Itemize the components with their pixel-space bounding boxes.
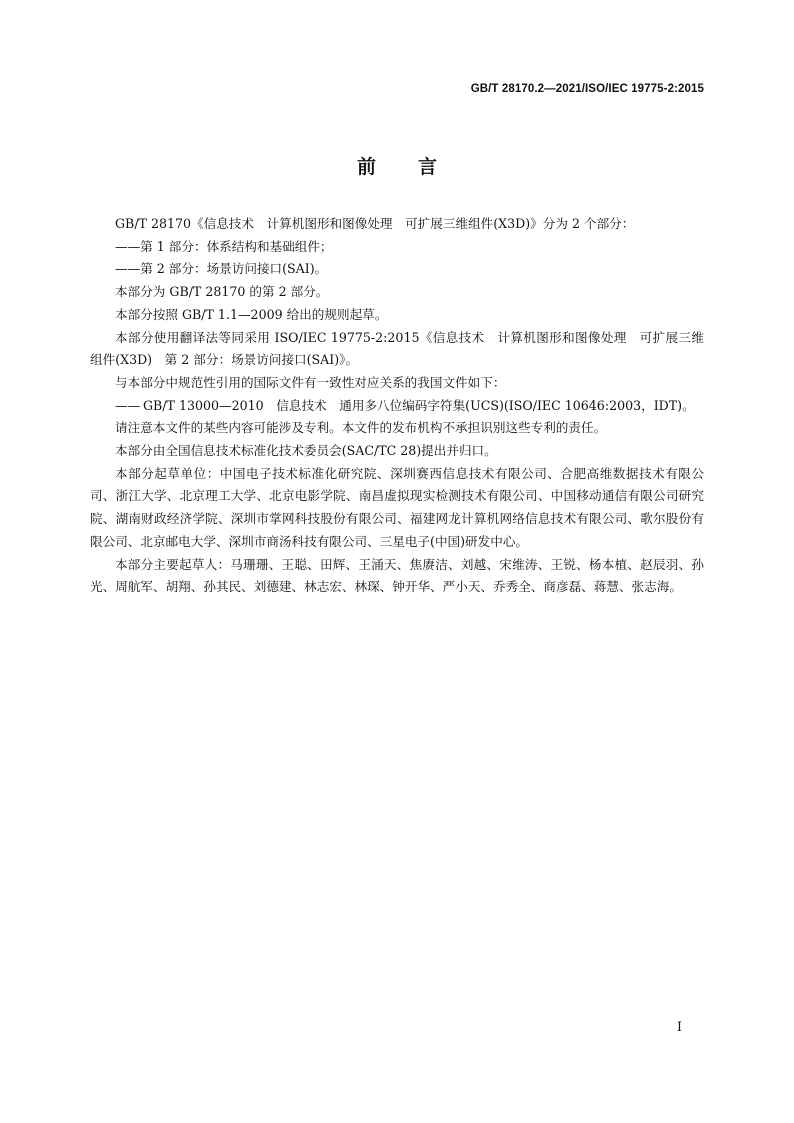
list-item-part-2: [90, 258, 704, 281]
standard-code: GB/T 28170.2—2021/ISO/IEC 19775-2:2015: [470, 83, 704, 95]
paragraph-this-part: 本部分为 GB/T 28170 的第 2 部分。: [115, 284, 329, 300]
paragraph-adoption: 本部分使用翻译法等同采用 ISO/IEC 19775-2:2015《信息技术 计算机图形和图像处理 可扩展三维组件(X3D) 第 2 部分：场景访问接口(SAI)》。: [90, 329, 704, 368]
dash-mark: ——: [115, 238, 141, 254]
list-item-reference: [90, 395, 704, 418]
list-item-text: 第 1 部分：体系结构和基础组件；: [140, 238, 333, 254]
page-title: 前言: [356, 156, 479, 178]
list-item-text: GB/T 13000—2010 信息技术 通用多八位编码字符集(UCS)(ISO/IEC 10646:2003，IDT)。: [143, 397, 695, 413]
paragraph-drafting-units: 本部分起草单位：中国电子技术标准化研究院、深圳赛西信息技术有限公司、合肥高维数据技术有限公司、浙江大学、北京理工大学、北京电影学院、南昌虚拟现实检测技术有限公司、中国移动通信有限公司研究院、湖南财政经济学院、深圳市掌网科技股份有限公司、福建网龙计算机网络信息技术有限公司、歌尔股份有限公司、北京邮电大学、深圳市商汤科技有限公司、三星电子(中国)研发中心。: [90, 465, 704, 549]
paragraph-normative-references: 与本部分中规范性引用的国际文件有一致性对应关系的我国文件如下：: [115, 374, 506, 390]
paragraph-parts-intro: GB/T 28170《信息技术 计算机图形和图像处理 可扩展三维组件(X3D)》分为 2 个部分：: [115, 216, 635, 231]
dash-mark: ——: [115, 397, 141, 413]
page-number: I: [677, 1019, 682, 1034]
paragraph-proposer: 本部分由全国信息技术标准化技术委员会(SAC/TC 28)提出并归口。: [115, 443, 497, 459]
paragraph-drafters: 本部分主要起草人：马珊珊、王聪、田辉、王涌天、焦赓洁、刘越、宋维涛、王锐、杨本植、赵辰羽、孙光、周航军、胡翔、孙其民、刘德建、林志宏、林琛、钟开华、严小天、乔秀全、商彦磊、蒋慧、张志海。: [90, 556, 704, 595]
paragraph-drafting-rules: 本部分按照 GB/T 1.1—2009 给出的规则起草。: [115, 306, 388, 322]
list-item-part-1: [90, 236, 704, 259]
foreword-body: [90, 213, 704, 599]
paragraph-patent-notice: 请注意本文件的某些内容可能涉及专利。本文件的发布机构不承担识别这些专利的责任。: [115, 420, 607, 436]
list-item-text: 第 2 部分：场景访问接口(SAI)。: [140, 261, 328, 277]
dash-mark: ——: [115, 261, 141, 277]
